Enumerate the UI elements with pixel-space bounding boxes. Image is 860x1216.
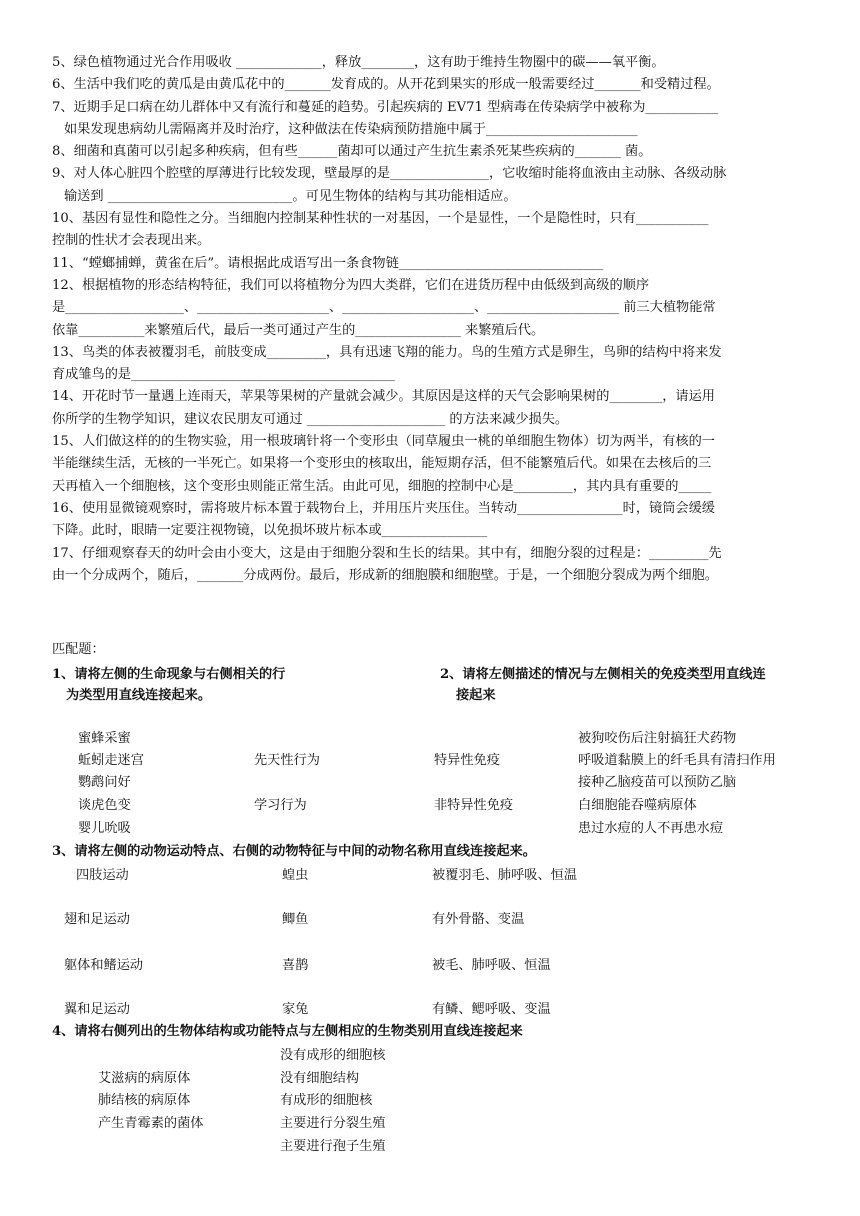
question-14-cont: 你所学的生物学知识，建议农民朋友可通过 _____________________ 的方法来减少损失。 <box>52 411 569 427</box>
q2-right-item: 被狗咬伤后注射搞狂犬药物 <box>578 731 737 746</box>
q4-left-item: 肺结核的病原体 <box>98 1093 191 1108</box>
match-q4-title: 4、请将右侧列出的生物体结构或功能特点与左侧相应的生物类别用直线连接起来 <box>52 1024 523 1039</box>
question-15-cont2: 天再植入一个细胞核，这个变形虫则能正常生活。由此可见，细胞的控制中心是_________，其内具有重要的_____ <box>52 478 712 494</box>
question-11: 11、“螳螂捕蝉，黄雀在后”。请根据此成语写出一条食物链_______________________________ <box>52 255 604 271</box>
q3-right-item: 有外骨骼、变温 <box>432 912 525 927</box>
match-q1-title: 1、请将左侧的生命现象与右侧相关的行 <box>52 667 286 682</box>
q1-right-item: 学习行为 <box>254 798 307 813</box>
q3-right-item: 被覆羽毛、肺呼吸、恒温 <box>432 868 578 883</box>
match-q3-title: 3、请将左侧的动物运动特点、右侧的动物特征与中间的动物名称用直线连接起来。 <box>52 844 536 859</box>
question-17-cont: 由一个分成两个，随后，_______分成两份。最后，形成新的细胞膜和细胞壁。于是，一个细胞分裂成为两个细胞。 <box>52 567 718 583</box>
q2-right-item: 白细胞能吞噬病原体 <box>578 798 697 813</box>
q3-middle-item: 蝗虫 <box>282 868 309 883</box>
question-6: 6、生活中我们吃的黄瓜是由黄瓜花中的_______发育成的。从开花到果实的形成一般需要经过_______和受精过程。 <box>52 77 720 93</box>
q2-right-item: 患过水痘的人不再患水痘 <box>578 821 724 836</box>
question-15-cont: 半能继续生活，无核的一半死亡。如果将一个变形虫的核取出，能短期存活，但不能繁殖后代。如果在去核后的三 <box>52 456 712 472</box>
q3-left-item: 翅和足运动 <box>64 912 130 927</box>
matching-heading: 匹配题： <box>52 642 105 657</box>
q4-right-item: 没有细胞结构 <box>280 1071 360 1086</box>
question-10: 10、基因有显性和隐性之分。当细胞内控制某种性状的一对基因，一个是显性，一个是隐性时，只有___________ <box>52 211 709 227</box>
q2-left-item: 特异性免疫 <box>434 753 500 768</box>
match-q2-title-cont: 接起来 <box>456 688 496 703</box>
q1-right-item: 先天性行为 <box>254 753 320 768</box>
question-16-cont: 下降。此时，眼睛一定要注视物镜，以免损坏玻片标本或________________ <box>52 523 488 539</box>
q3-left-item: 躯体和鳍运动 <box>64 958 144 973</box>
q1-left-item: 谈虎色变 <box>78 798 131 813</box>
q4-right-item: 主要进行孢子生殖 <box>280 1139 386 1154</box>
question-9-cont: 输送到 ____________________________。可见生物体的结构与其功能相适应。 <box>64 188 517 204</box>
question-12-cont2: 依靠__________来繁殖后代，最后一类可通过产生的________________ 来繁殖后代。 <box>52 322 545 338</box>
q4-right-item: 没有成形的细胞核 <box>280 1048 386 1063</box>
q2-right-item: 接种乙脑疫苗可以预防乙脑 <box>578 775 737 790</box>
question-7: 7、近期手足口病在幼儿群体中又有流行和蔓延的趋势。引起疾病的 EV71 型病毒在传染病学中被称为___________ <box>52 99 718 115</box>
q4-left-item: 产生青霉素的菌体 <box>98 1116 204 1131</box>
fill-in-blank-section <box>52 52 812 587</box>
q3-middle-item: 家兔 <box>282 1002 309 1017</box>
question-7-cont: 如果发现患病幼儿需隔离并及时治疗，这种做法在传染病预防措施中属于_______________________ <box>64 121 638 137</box>
question-16: 16、使用显微镜观察时，需将玻片标本置于载物台上，并用压片夹压住。当转动________________时，镜筒会缓缓 <box>52 500 715 516</box>
question-15: 15、人们做这样的的生物实验，用一根玻璃针将一个变形虫（同草履虫一桃的单细胞生物体）切为两半，有核的一 <box>52 434 715 450</box>
q3-right-item: 有鳞、鳃呼吸、变温 <box>432 1002 551 1017</box>
q3-middle-item: 鲫鱼 <box>282 912 309 927</box>
question-12: 12、根据植物的形态结构特征，我们可以将植物分为四大类群，它们在进货历程中由低级到高级的顺序 <box>52 277 650 293</box>
question-10-cont: 控制的性状才会表现出来。 <box>52 233 211 249</box>
question-17: 17、仔细观察春天的幼叶会由小变大，这是由于细胞分裂和生长的结果。其中有，细胞分裂的过程是：_________先 <box>52 545 722 561</box>
q1-left-item: 蚯蚓走迷宫 <box>78 753 144 768</box>
question-13-cont: 育成雏鸟的是________________________________________ <box>52 367 395 383</box>
question-12-cont: 是__________________、____________________、____________________、____________________ 前三大植物能常 <box>52 300 716 316</box>
q4-right-item: 主要进行分裂生殖 <box>280 1116 386 1131</box>
q2-left-item: 非特异性免疫 <box>434 798 514 813</box>
question-9: 9、对人体心脏四个腔壁的厚薄进行比较发现，壁最厚的是_______________，它收缩时能将血液由主动脉、各级动脉 <box>52 166 727 182</box>
question-14: 14、开花时节一量遇上连雨天，苹果等果树的产量就会减少。其原因是这样的天气会影响果树的________，请运用 <box>52 389 715 405</box>
q1-left-item: 蜜蜂采蜜 <box>78 731 131 746</box>
q1-left-item: 鹦鹉问好 <box>78 775 131 790</box>
q1-left-item: 婴儿吮吸 <box>78 821 131 836</box>
match-q1-title-cont: 为类型用直线连接起来。 <box>66 688 212 703</box>
q4-right-item: 有成形的细胞核 <box>280 1093 373 1108</box>
match-q2-title: 2、请将左侧描述的情况与左侧相关的免疫类型用直线连 <box>440 667 766 682</box>
q3-right-item: 被毛、肺呼吸、恒温 <box>432 958 551 973</box>
question-8: 8、细菌和真菌可以引起多种疾病，但有些______菌却可以通过产生抗生素杀死某些疾病的_______ 菌。 <box>52 144 652 160</box>
question-5: 5、绿色植物通过光合作用吸收 _____________，释放________，这有助于维持生物圈中的碳——氧平衡。 <box>52 55 665 70</box>
q4-left-item: 艾滋病的病原体 <box>98 1071 191 1086</box>
q2-right-item: 呼吸道黏膜上的纤毛具有清扫作用 <box>578 753 776 768</box>
q3-middle-item: 喜鹊 <box>282 958 309 973</box>
q3-left-item: 四肢运动 <box>76 868 129 883</box>
q3-left-item: 翼和足运动 <box>64 1002 130 1017</box>
question-13: 13、鸟类的体表被覆羽毛，前肢变成_________，具有迅速飞翔的能力。鸟的生殖方式是卵生，鸟卵的结构中将来发 <box>52 344 722 360</box>
